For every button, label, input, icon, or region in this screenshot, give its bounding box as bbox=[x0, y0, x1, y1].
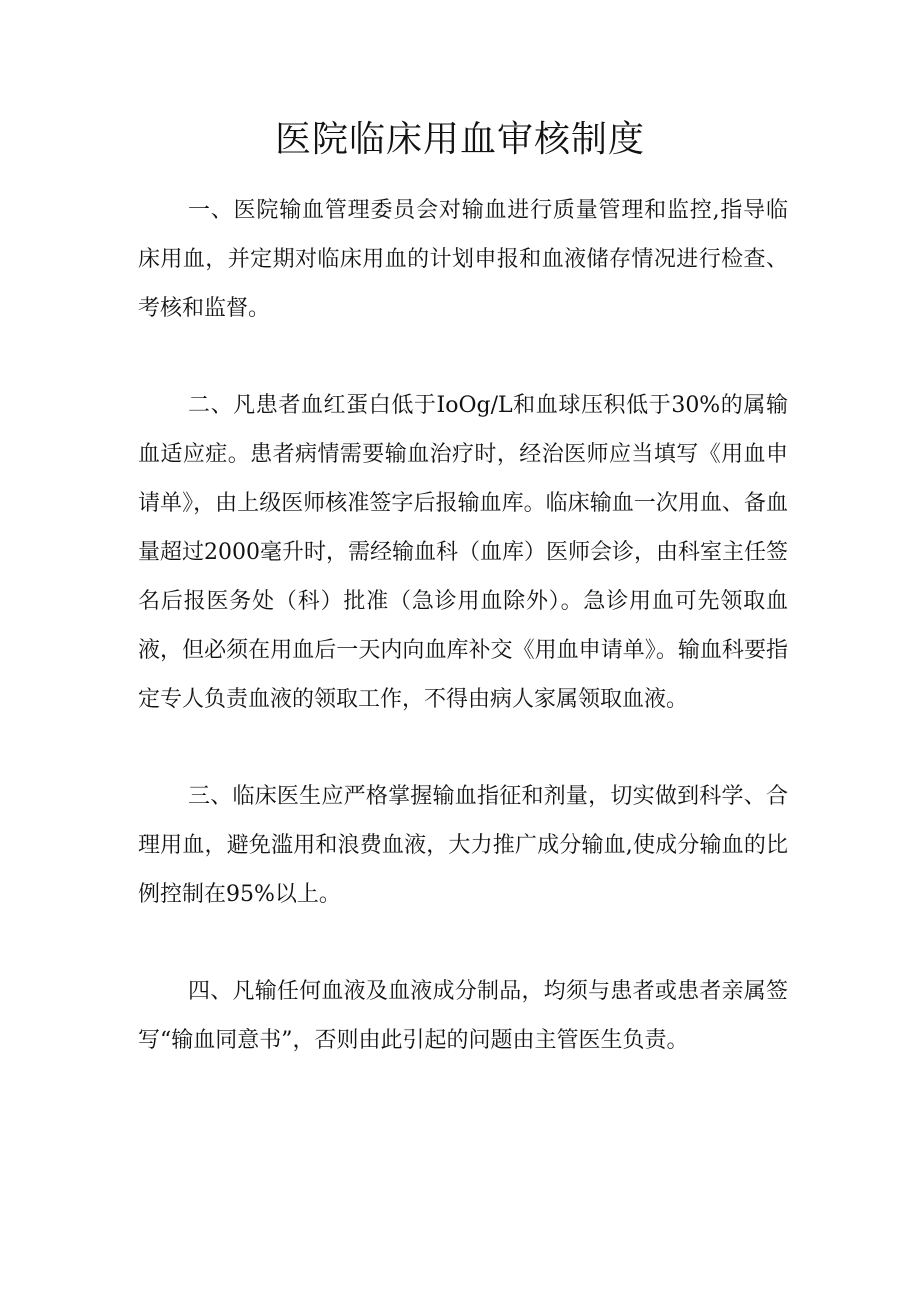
paragraph-4: 四、凡输任何血液及血液成分制品，均须与患者或患者亲属签写“输血同意书”，否则由此引起的问题由主管医生负责。 bbox=[138, 979, 788, 1053]
document-body bbox=[138, 186, 788, 1113]
paragraph-1: 一、医院输血管理委员会对输血进行质量管理和监控,指导临床用血，并定期对临床用血的计划申报和血液储存情况进行检查、考核和监督。 bbox=[138, 198, 788, 321]
document-title: 医院临床用血审核制度 bbox=[274, 119, 645, 160]
paragraph-3: 三、临床医生应严格掌握输血指征和剂量，切实做到科学、合理用血，避免滥用和浪费血液，大力推广成分输血,使成分输血的比例控制在95%以上。 bbox=[138, 784, 788, 907]
paragraph-2: 二、凡患者血红蛋白低于IoOg/L和血球压积低于30%的属输血适应症。患者病情需要输血治疗时，经治医师应当填写《用血申请单》，由上级医师核准签字后报输血库。临床输血一次用血、备血量超过2000毫升时，需经输血科（血库）医师会诊，由科室主任签名后报医务处（科）批准（急诊用血除外）。急诊用血可先领取血液，但必须在用血后一天内向血库补交《用血申请单》。输血科要指定专人负责血液的领取工作，不得由病人家属领取血液。 bbox=[138, 393, 788, 712]
